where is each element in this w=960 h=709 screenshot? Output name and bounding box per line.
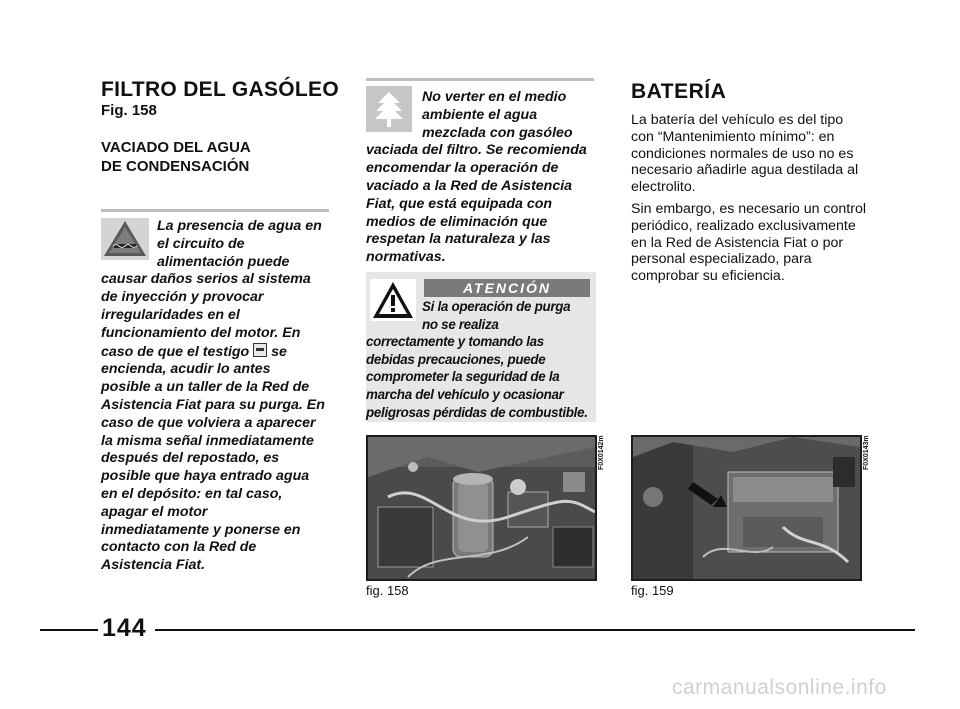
section-title-bateria: BATERÍA xyxy=(631,80,727,103)
paragraph-line: en la Red de Asistencia Fiat o por xyxy=(631,234,844,251)
atencion-line: Si la operación de purga xyxy=(422,299,571,314)
warning-line-part: se xyxy=(271,343,287,360)
warning-line: encienda, acudir lo antes xyxy=(101,361,271,378)
warning-line: después del repostado, es xyxy=(101,450,280,467)
warning-line: causar daños serios al sistema xyxy=(101,271,311,288)
note-line: medios de eliminación que xyxy=(366,213,548,230)
battery-paragraph-2 xyxy=(631,201,871,285)
atencion-line: marcha del vehículo y ocasionar xyxy=(366,386,564,402)
figure-code: F0X0143m xyxy=(863,435,870,470)
warning-top-rule xyxy=(101,209,329,212)
subsection-title xyxy=(101,138,251,176)
warning-line: Asistencia Fiat. xyxy=(101,557,206,574)
footer-line-right xyxy=(155,629,915,631)
note-line: vaciado a la Red de Asistencia xyxy=(366,177,573,194)
engine-photo-battery xyxy=(631,435,862,581)
warning-line: la misma señal inmediatamente xyxy=(101,432,314,449)
environment-note xyxy=(366,89,598,267)
warning-line: alimentación puede xyxy=(157,253,290,270)
figure-code: F0X0142m xyxy=(598,435,605,470)
note-line: encomendar la operación de xyxy=(366,160,559,177)
section-title-filtro: FILTRO DEL GASÓLEO xyxy=(101,78,339,101)
warning-line: en el depósito: en tal caso, xyxy=(101,485,283,502)
fuel-water-warning xyxy=(101,218,333,575)
battery-paragraph-1 xyxy=(631,112,871,196)
subtitle-line-2: DE CONDENSACIÓN xyxy=(101,158,250,175)
warning-line-with-icon xyxy=(101,343,333,362)
warning-line: de inyección y provocar xyxy=(101,289,264,306)
note-line: mezclada con gasóleo xyxy=(422,124,573,141)
atencion-line: no se realiza xyxy=(422,316,499,332)
subtitle-line-1: VACIADO DEL AGUA xyxy=(101,139,251,156)
note-line: respetan la naturaleza y las xyxy=(366,231,551,248)
warning-line: contacto con la Red de xyxy=(101,539,257,556)
paragraph-line: condiciones normales de uso no es xyxy=(631,145,854,162)
figure-caption: fig. 158 xyxy=(366,583,409,598)
warning-line: apagar el motor xyxy=(101,503,208,520)
atencion-line: peligrosas pérdidas de combustible. xyxy=(366,404,588,420)
paragraph-line: periódico, realizado exclusivamente xyxy=(631,217,856,234)
warning-line: Asistencia Fiat para su purga. En xyxy=(101,396,325,413)
page-number: 144 xyxy=(102,614,147,642)
paragraph-line: con “Mantenimiento mínimo”: en xyxy=(631,128,835,145)
atencion-text xyxy=(366,298,598,421)
env-note-top-rule xyxy=(366,78,594,81)
fig-reference: Fig. 158 xyxy=(101,102,157,119)
paragraph-line: electrolito. xyxy=(631,179,696,196)
note-line: ambiente el agua xyxy=(422,106,538,123)
warning-line: posible que haya entrado agua xyxy=(101,468,310,485)
note-line: normativas. xyxy=(366,249,446,266)
water-in-fuel-icon xyxy=(253,343,267,357)
figure-caption: fig. 159 xyxy=(631,583,674,598)
engine-photo-fuel-filter xyxy=(366,435,597,581)
note-line: vaciada del filtro. Se recomienda xyxy=(366,142,587,159)
watermark: carmanualsonline.info xyxy=(672,676,887,699)
atencion-line: correctamente y tomando las xyxy=(366,334,544,350)
atencion-label: ATENCIÓN xyxy=(424,279,590,297)
paragraph-line: personal especializado, para xyxy=(631,251,812,268)
warning-line: irregularidades en el xyxy=(101,306,240,323)
note-line: No verter en el medio xyxy=(422,89,567,105)
warning-line: funcionamiento del motor. En xyxy=(101,324,301,341)
paragraph-line: Sin embargo, es necesario un control xyxy=(631,201,867,217)
warning-line: el circuito de xyxy=(157,235,245,252)
paragraph-line: comprobar su eficiencia. xyxy=(631,268,785,285)
atencion-line: comprometer la seguridad de la xyxy=(366,369,560,385)
warning-line: La presencia de agua en xyxy=(157,218,322,234)
note-line: Fiat, que está equipada con xyxy=(366,195,553,212)
atencion-line: debidas precauciones, puede xyxy=(366,351,546,367)
warning-line-part: caso de que el testigo xyxy=(101,343,250,360)
warning-line: caso de que volviera a aparecer xyxy=(101,414,316,431)
warning-line: posible a un taller de la Red de xyxy=(101,379,310,396)
paragraph-line: La batería del vehículo es del tipo xyxy=(631,112,844,128)
paragraph-line: necesario añadirle agua destilada al xyxy=(631,162,859,179)
warning-line: inmediatamente y ponerse en xyxy=(101,521,301,538)
footer-line-left xyxy=(40,629,98,631)
